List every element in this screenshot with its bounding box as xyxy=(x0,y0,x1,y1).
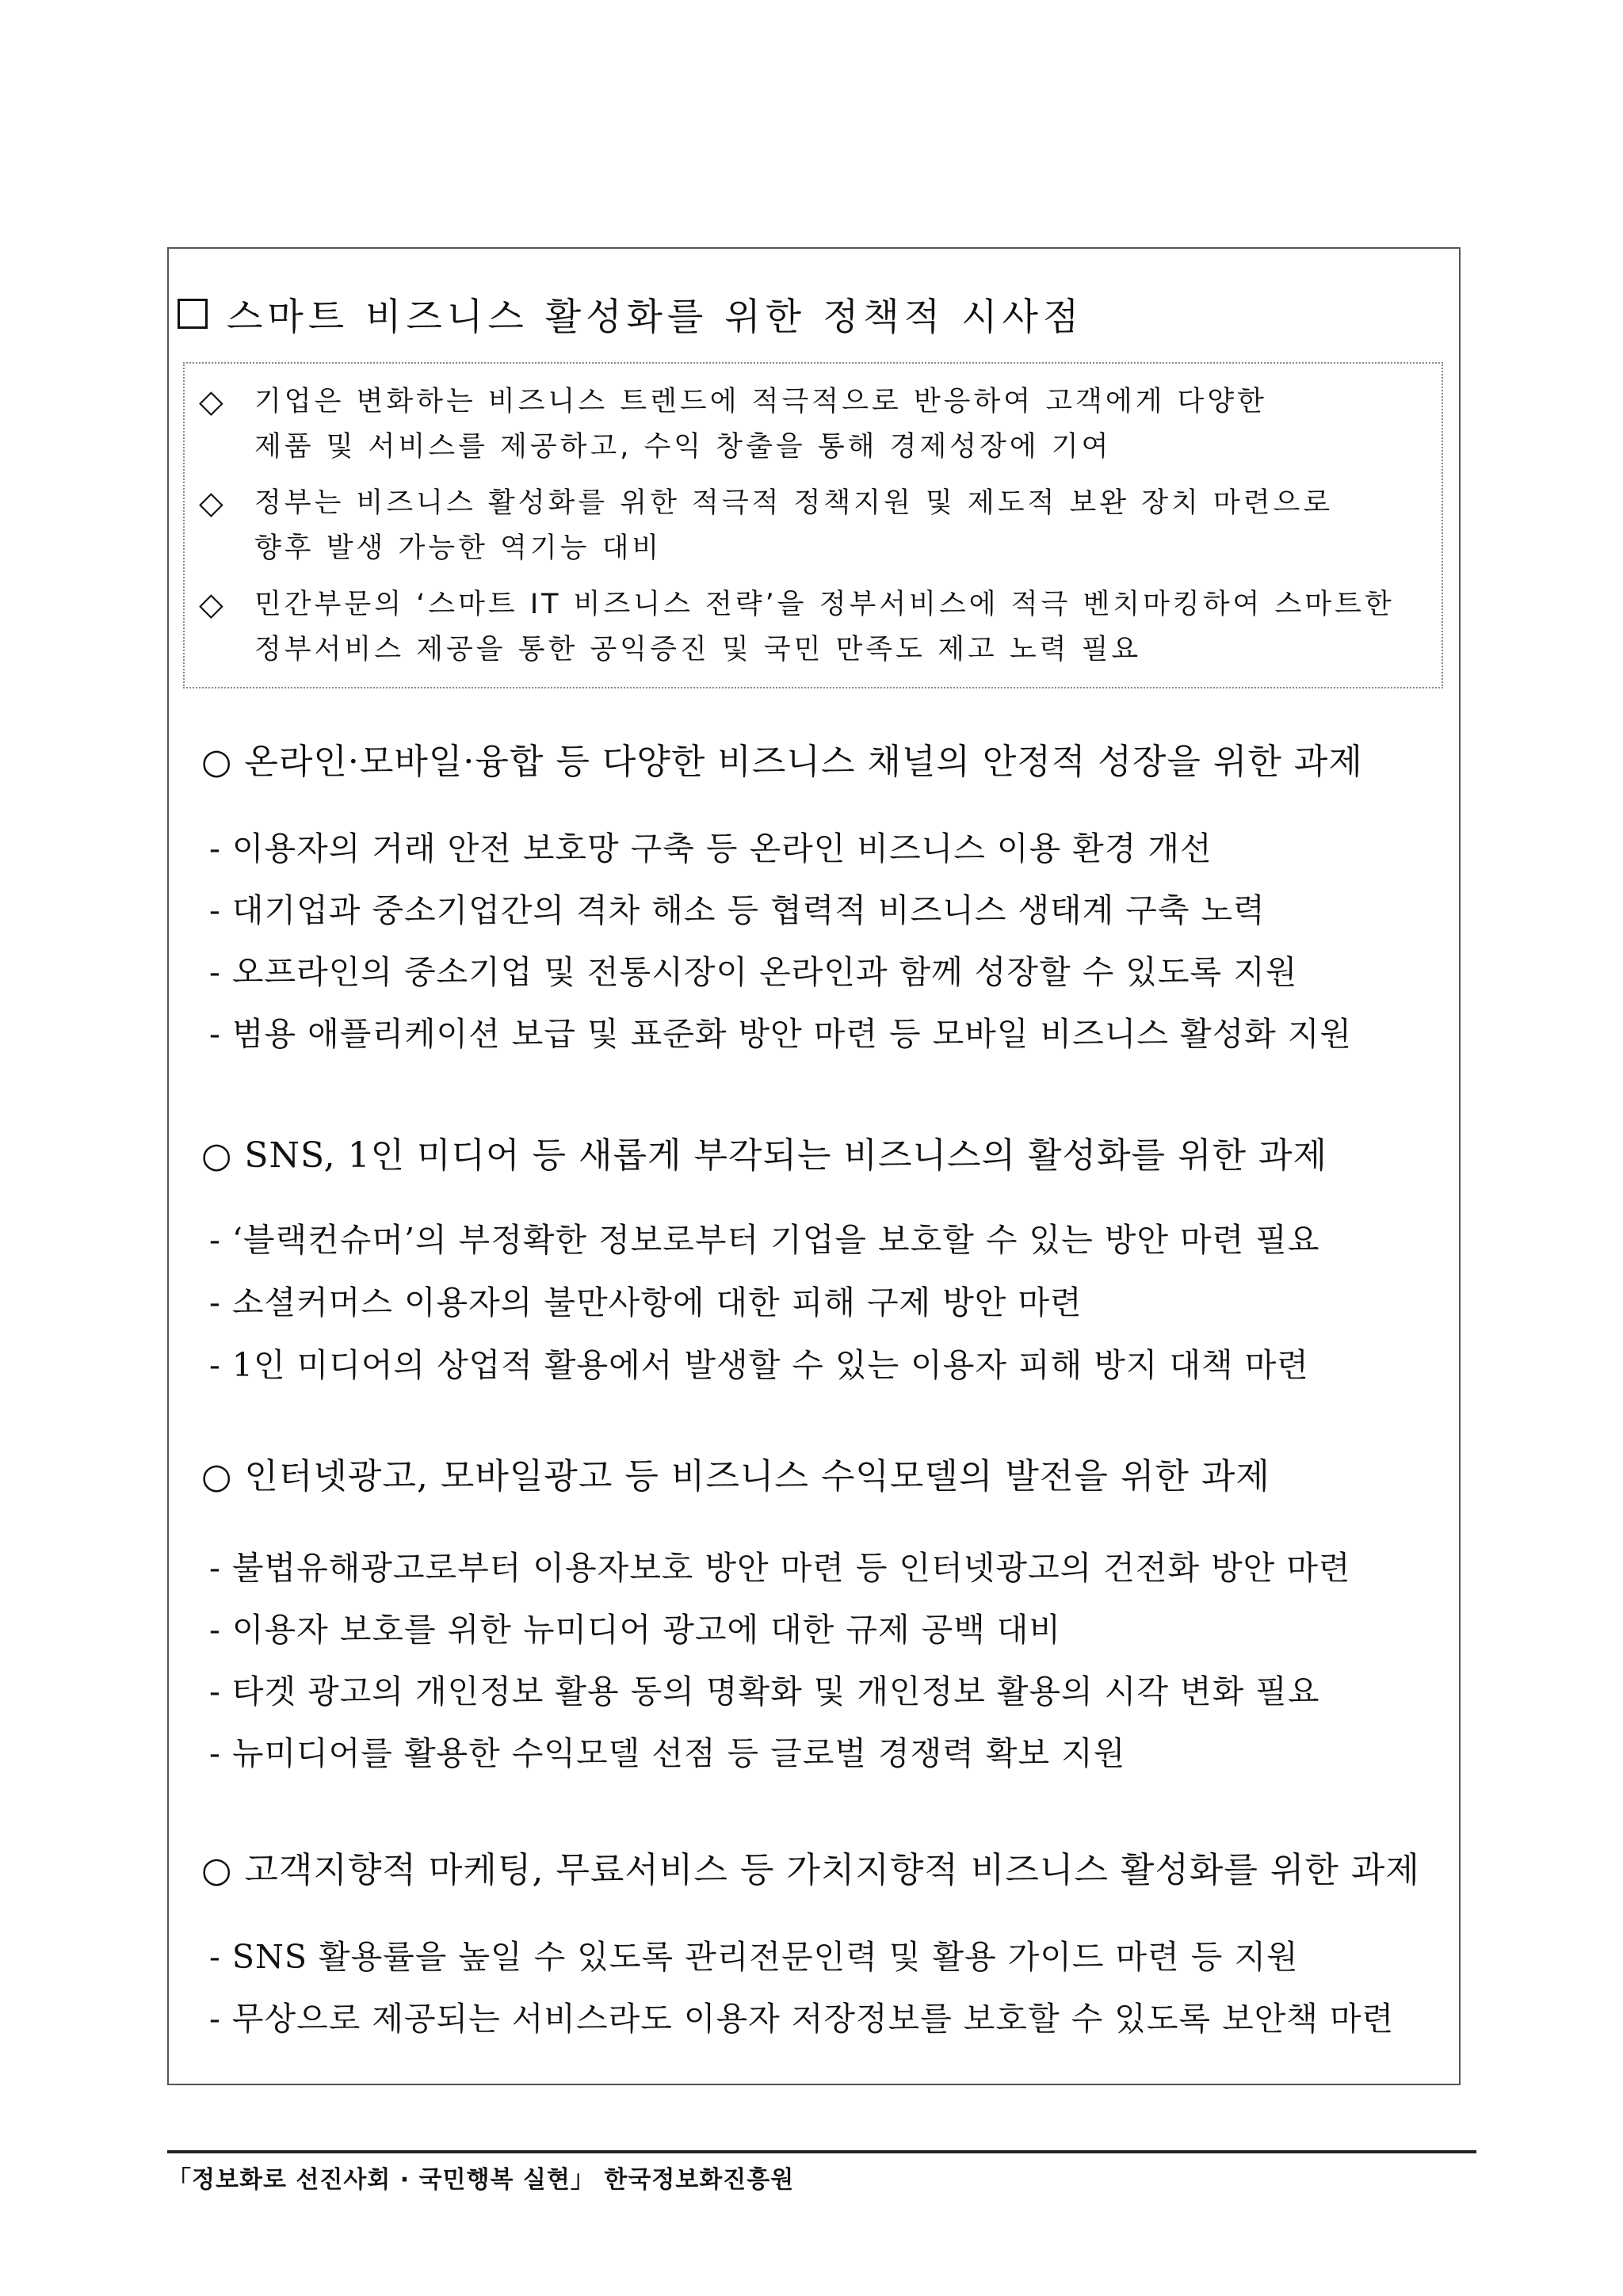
bullet-item: - 이용자 보호를 위한 뉴미디어 광고에 대한 규제 공백 대비 xyxy=(209,1611,1062,1649)
summary-line: 제품 및 서비스를 제공하고, 수익 창출을 통해 경제성장에 기여 xyxy=(254,431,1112,463)
diamond-bullet-icon: ◇ xyxy=(199,586,223,623)
diamond-bullet-icon: ◇ xyxy=(199,485,223,521)
summary-item xyxy=(199,582,1435,673)
section-heading: ○ 인터넷광고, 모바일광고 등 비즈니스 수익모델의 발전을 위한 과제 xyxy=(201,1456,1270,1497)
bullet-item: - 무상으로 제공되는 서비스라도 이용자 저장정보를 보호할 수 있도록 보안책 마련 xyxy=(209,2000,1395,2038)
bullet-item: - 이용자의 거래 안전 보호망 구축 등 온라인 비즈니스 이용 환경 개선 xyxy=(209,830,1212,868)
title-row xyxy=(178,288,1083,339)
summary-box xyxy=(183,362,1443,688)
bullet-item: - 뉴미디어를 활용한 수익모델 선점 등 글로벌 경쟁력 확보 지원 xyxy=(209,1734,1126,1772)
footer-text: 「정보화로 선진사회 · 국민행복 실현」 한국정보화진흥원 xyxy=(167,2166,795,2194)
bullet-item: - SNS 활용률을 높일 수 있도록 관리전문인력 및 활용 가이드 마련 등 지원 xyxy=(209,1938,1299,1976)
summary-line: 정부서비스 제공을 통한 공익증진 및 국민 만족도 제고 노력 필요 xyxy=(254,634,1142,666)
bullet-item: - 불법유해광고로부터 이용자보호 방안 마련 등 인터넷광고의 건전화 방안 마련 xyxy=(209,1549,1351,1587)
page-title: 스마트 비즈니스 활성화를 위한 정책적 시사점 xyxy=(227,295,1084,339)
bullet-item: - 대기업과 중소기업간의 격차 해소 등 협력적 비즈니스 생태계 구축 노력 xyxy=(209,891,1266,929)
bullet-item: - 타겟 광고의 개인정보 활용 동의 명확화 및 개인정보 활용의 시각 변화 필요 xyxy=(209,1672,1320,1711)
section-heading: ○ 온라인·모바일·융합 등 다양한 비즈니스 채널의 안정적 성장을 위한 과제 xyxy=(201,742,1363,782)
bullet-item: - 오프라인의 중소기업 및 전통시장이 온라인과 함께 성장할 수 있도록 지원 xyxy=(209,953,1298,991)
square-bullet-icon xyxy=(178,299,208,329)
summary-line: 민간부문의 ‘스마트 IT 비즈니스 전략’을 정부서비스에 적극 벤치마킹하여 스마트한 xyxy=(254,589,1395,620)
diamond-bullet-icon: ◇ xyxy=(199,383,223,420)
summary-item xyxy=(199,379,1435,470)
section-heading: ○ 고객지향적 마케팅, 무료서비스 등 가치지향적 비즈니스 활성화를 위한 과제 xyxy=(201,1850,1420,1890)
summary-item xyxy=(199,481,1435,571)
summary-line: 향후 발생 가능한 역기능 대비 xyxy=(254,532,663,564)
bullet-item: - 범용 애플리케이션 보급 및 표준화 방안 마련 등 모바일 비즈니스 활성화 지원 xyxy=(209,1015,1353,1053)
summary-line: 기업은 변화하는 비즈니스 트렌드에 적극적으로 반응하여 고객에게 다양한 xyxy=(254,386,1267,418)
bullet-item: - 1인 미디어의 상업적 활용에서 발생할 수 있는 이용자 피해 방지 대책 마련 xyxy=(209,1346,1309,1384)
bullet-item: - ‘블랙컨슈머’의 부정확한 정보로부터 기업을 보호할 수 있는 방안 마련 필요 xyxy=(209,1221,1320,1259)
summary-line: 정부는 비즈니스 활성화를 위한 적극적 정책지원 및 제도적 보완 장치 마련으로 xyxy=(254,487,1334,519)
footer-divider xyxy=(167,2150,1476,2153)
bullet-item: - 소셜커머스 이용자의 불만사항에 대한 피해 구제 방안 마련 xyxy=(209,1283,1083,1322)
section-heading: ○ SNS, 1인 미디어 등 새롭게 부각되는 비즈니스의 활성화를 위한 과제 xyxy=(201,1135,1328,1176)
